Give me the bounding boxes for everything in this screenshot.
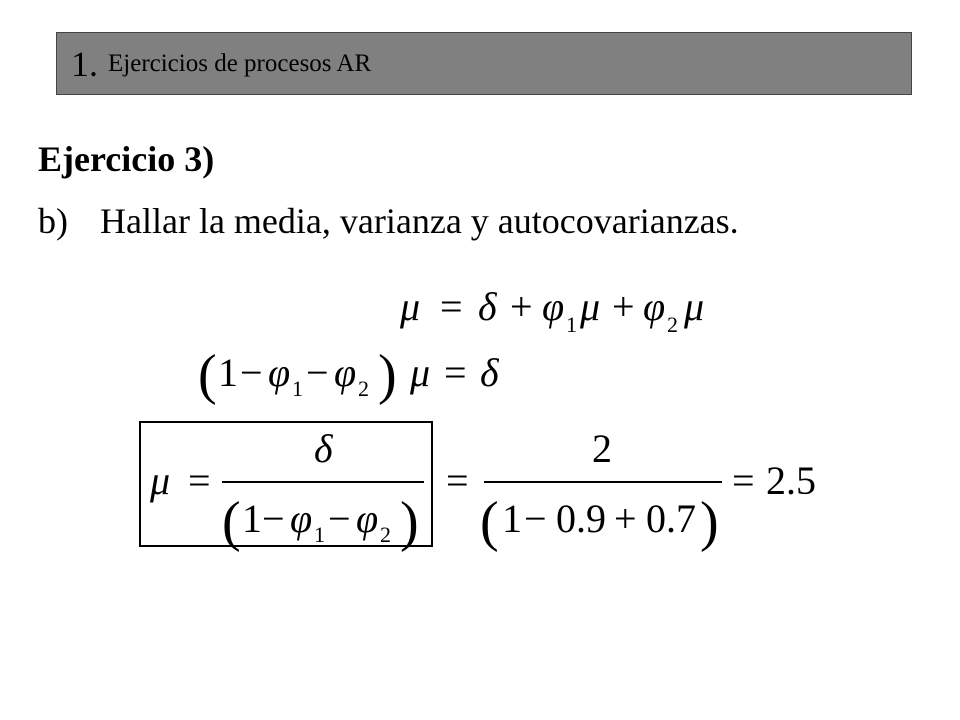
eq4-val2: 0.7 <box>646 496 696 541</box>
eq1-phi2: φ <box>643 284 666 329</box>
eq2-phi1: φ <box>268 350 291 395</box>
item-marker: b) <box>38 201 68 241</box>
eq1-mu: μ <box>400 284 421 329</box>
eq2-lparen: ( <box>198 344 217 406</box>
eq4-val1: 0.9 <box>556 496 606 541</box>
eq4-equals2: = <box>732 458 755 503</box>
eq3-phi1: φ <box>290 496 313 541</box>
eq4-lparen: ( <box>480 491 499 553</box>
eq2-delta: δ <box>480 350 499 395</box>
eq3-minus2: − <box>328 496 351 541</box>
eq3-equals: = <box>188 458 211 503</box>
eq4-one: 1 <box>502 496 522 541</box>
eq1-sub1: 1 <box>566 312 577 337</box>
eq4-equals1: = <box>446 458 469 503</box>
eq2-sub2: 2 <box>358 376 369 401</box>
eq1-equals: = <box>440 284 463 329</box>
eq1-plus-2: + <box>612 284 635 329</box>
section-number: 1. <box>71 43 98 84</box>
eq1-phi1: φ <box>542 284 565 329</box>
equation-rearranged <box>198 344 500 406</box>
eq2-minus1: − <box>240 350 263 395</box>
eq2-phi2: φ <box>334 350 357 395</box>
eq4-minus: − <box>524 496 547 541</box>
equation-mean-definition <box>399 284 704 337</box>
eq3-minus1: − <box>262 496 285 541</box>
eq3-num-delta: δ <box>314 426 333 471</box>
eq4-result: 2.5 <box>766 458 816 503</box>
eq3-lparen: ( <box>222 491 241 553</box>
eq2-equals: = <box>444 350 467 395</box>
eq3-phi2: φ <box>356 496 379 541</box>
equation-numeric <box>446 426 816 553</box>
eq2-sub1: 1 <box>292 376 303 401</box>
eq3-sub1: 1 <box>314 522 325 547</box>
eq2-rparen: ) <box>378 344 397 406</box>
eq3-sub2: 2 <box>380 522 391 547</box>
equation-boxed-mean <box>140 422 432 553</box>
eq1-delta: δ <box>478 284 497 329</box>
section-title: Ejercicios de procesos AR <box>108 49 372 77</box>
eq1-sub2: 2 <box>667 312 678 337</box>
eq1-mu3: μ <box>684 284 705 329</box>
item-text: Hallar la media, varianza y autocovarianzas. <box>100 201 739 241</box>
exercise-heading: Ejercicio 3) <box>38 139 215 179</box>
eq4-plus: + <box>614 496 637 541</box>
eq2-minus2: − <box>306 350 329 395</box>
eq2-one: 1 <box>218 350 238 395</box>
eq4-rparen: ) <box>700 491 719 553</box>
eq2-mu: μ <box>410 350 431 395</box>
eq4-numerator: 2 <box>592 426 612 471</box>
eq1-mu2: μ <box>580 284 601 329</box>
eq3-one: 1 <box>242 496 262 541</box>
eq1-plus-1: + <box>510 284 533 329</box>
eq3-rparen: ) <box>400 491 419 553</box>
eq3-mu: μ <box>150 458 171 503</box>
